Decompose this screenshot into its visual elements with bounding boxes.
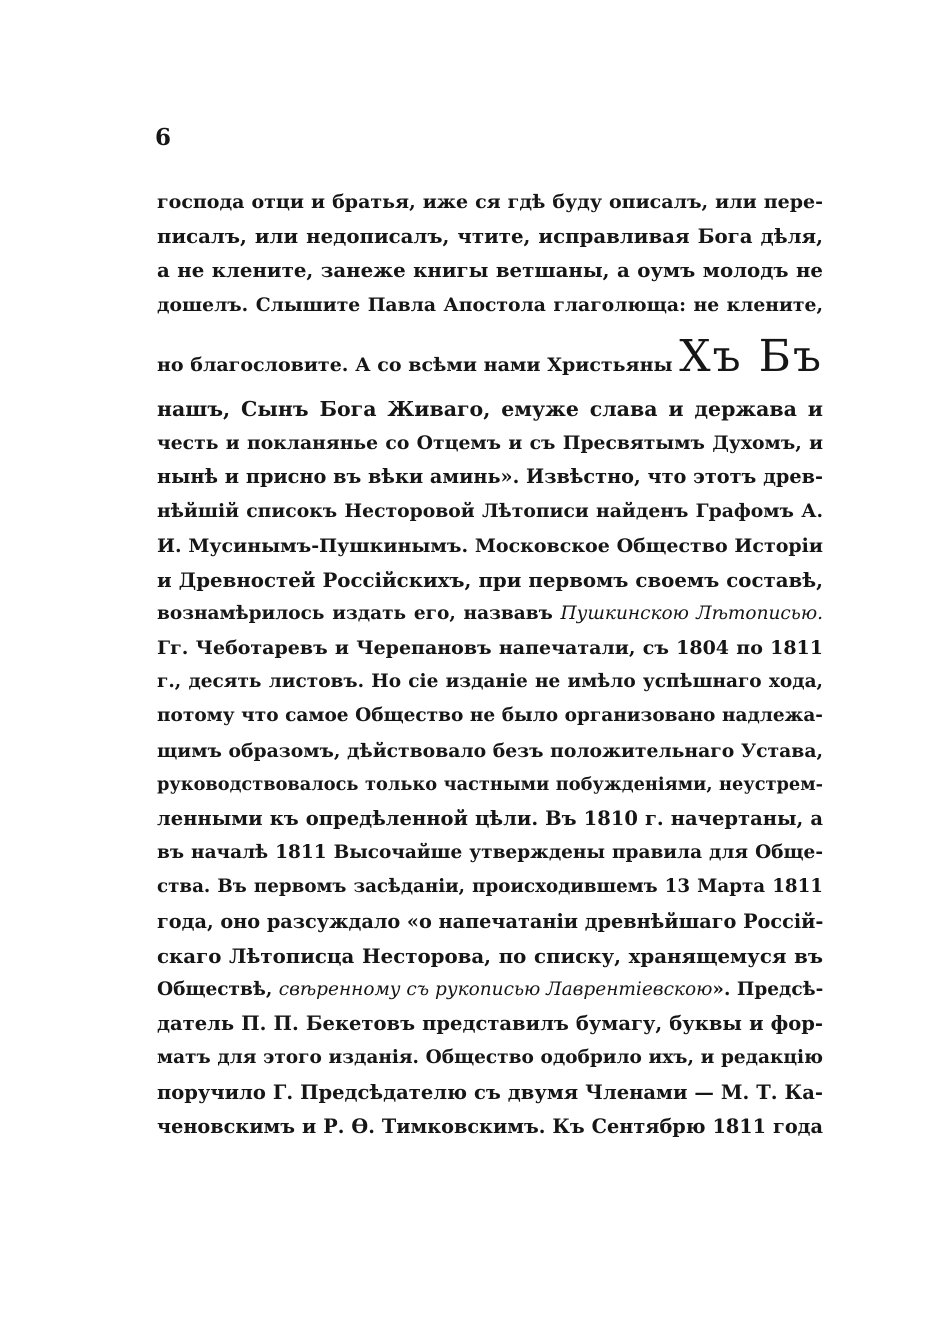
text-line: поручило Г. Предсѣдателю съ двумя Членами — М. Т. Ка-	[157, 1080, 823, 1104]
text-line: вознамѣрилось издать его, назвавъ Пушкинскою Лѣтописью.	[157, 602, 824, 624]
text-line: нынѣ и присно въ вѣки аминь». Извѣстно, что этотъ древ-	[157, 465, 823, 489]
abbreviated-christ-god: Хъ Бъ	[679, 330, 823, 382]
text-line: матъ для этого изданія. Общество одобрило ихъ, и редакцію	[157, 1047, 823, 1069]
text-line: потому что самое Общество не было организовано надлежа-	[157, 705, 823, 727]
text-line: датель П. П. Бекетовъ представилъ бумагу, буквы и фор-	[157, 1012, 823, 1036]
text-line: г., десять листовъ. Но сіе изданіе не имѣло успѣшнаго хода,	[157, 671, 823, 693]
page-number: 6	[155, 124, 172, 151]
text-line: И. Мусинымъ-Пушкинымъ. Московское Общество Исторіи	[157, 534, 823, 557]
text-line: нашъ, Сынъ Бога Живаго, емуже слава и держава и	[157, 396, 823, 421]
text-line: Гг. Чеботаревъ и Черепановъ напечатали, съ 1804 по 1811	[157, 637, 823, 660]
text-line: руководствовалось только частными побужденіями, неустрем-	[157, 773, 823, 795]
text-line: ченовскимъ и Р. Ѳ. Тимковскимъ. Къ Сентябрю 1811 года	[157, 1114, 823, 1138]
text-line: скаго Лѣтописца Несторова, по списку, хранящемуся въ	[157, 943, 823, 968]
text-line: и Древностей Россійскихъ, при первомъ своемъ составѣ,	[157, 567, 823, 592]
text-line: а не клените, занеже книгы ветшаны, а оумъ молодъ не	[157, 258, 823, 283]
text-line: въ началѣ 1811 Высочайше утверждены правила для Обще-	[157, 842, 823, 864]
text-line: ства. Въ первомъ засѣданіи, происходившемъ 13 Марта 1811	[157, 876, 823, 898]
body-text	[157, 185, 823, 1144]
text-line: Обществѣ, свѣренному съ рукописью Лаврентіевскою». Предсѣ-	[157, 978, 824, 1000]
text-line: щимъ образомъ, дѣйствовало безъ положительнаго Устава,	[157, 739, 823, 762]
italic-title: Пушкинскою Лѣтописью.	[560, 602, 824, 624]
text-line: дошелъ. Слышите Павла Апостола глаголюща: не клените,	[157, 293, 823, 316]
text-line: ленными къ опредѣленной цѣли. Въ 1810 г. начертаны, а	[157, 807, 823, 830]
text-line: года, оно разсуждало «о напечатаніи древнѣйшаго Россій-	[157, 909, 824, 933]
text-line: господа отци и братья, иже ся гдѣ буду описалъ, или пере-	[157, 191, 823, 213]
text-line: писалъ, или недописалъ, чтите, исправливая Бога дѣля,	[157, 224, 823, 249]
text-line: но благословите. А со всѣми нами Христьяны Хъ Бъ	[157, 330, 823, 382]
italic-quote: свѣренному съ рукописью Лаврентіевскою	[278, 978, 713, 1000]
text-line: нѣйшій списокъ Несторовой Лѣтописи найденъ Графомъ А.	[157, 500, 823, 523]
text-line: честь и покланянье со Отцемъ и съ Пресвятымъ Духомъ, и	[157, 431, 823, 454]
